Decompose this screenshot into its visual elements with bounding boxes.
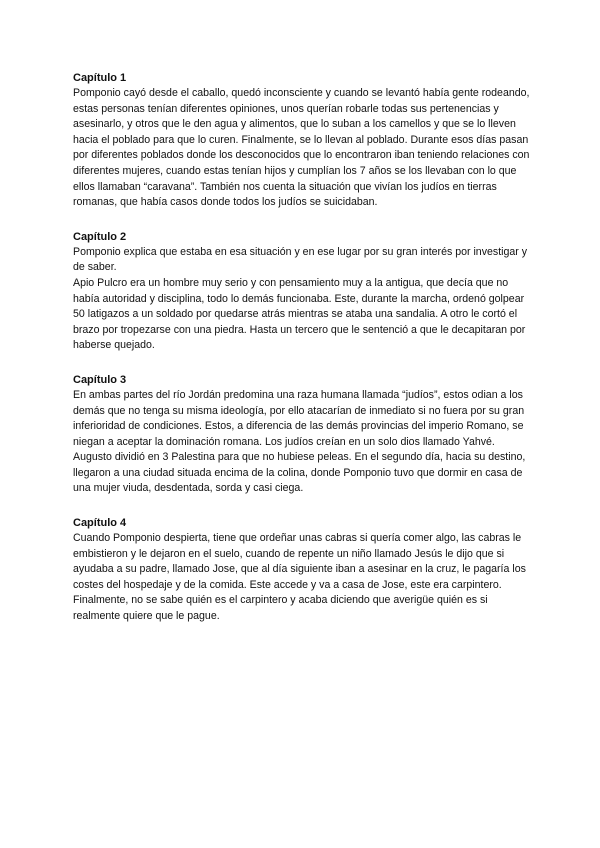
chapter-2 — [73, 229, 533, 354]
chapter-paragraph: Apio Pulcro era un hombre muy serio y con pensamiento muy a la antigua, que decía que no había autoridad y disciplina, todo lo demás funcionaba. Este, durante la marcha, ordenó golpear 50 latigazos a un soldado por quedarse atrás mientras se ataba una sandalia. A otro le cortó el brazo por tropezarse con una piedra. Hasta un tercero que le sentenció a que le decapitaran por haberse quejado. — [73, 276, 526, 352]
chapter-title: Capítulo 4 — [73, 517, 127, 530]
chapter-paragraph: Pomponio cayó desde el caballo, quedó inconsciente y cuando se levantó había gente rodeando, estas personas tenían diferentes opiniones, unos querían robarle todas sus pertenencias y asesinarlo, y otros que le den agua y alimentos, que lo suban a los camellos y que se lo lleven hacia el poblado para que lo curen. Finalmente, se lo llevan al poblado. Durante esos días pasan por diferentes poblados donde los desconocidos que lo encontraron iban teniendo relaciones con diferentes mujeres, cuando estas tenían hijos y cumplían los 7 años se los llevaban con lo que ellos llamaban “caravana”. También nos cuenta la situación que vivían los judíos en tierras romanas, que había casos donde todos los judíos se suicidaban. — [73, 87, 530, 209]
chapter-title: Capítulo 1 — [73, 72, 127, 84]
chapter-paragraph: Cuando Pomponio despierta, tiene que ordeñar unas cabras si quería comer algo, las cabras le embistieron y le dejaron en el suelo, cuando de repente un niño llamado Jesús le dijo que si ayudaba a su padre, llamado Jose, que al día siguiente iban a asesinar en la cruz, le pagaría los costes del hospedaje y de la comida. Este accede y va a casa de Jose, este era carpintero. Finalmente, no se sabe quién es el carpintero y acaba diciendo que averigüe quién es si realmente quiere que le pague. — [73, 532, 526, 623]
chapter-title: Capítulo 3 — [73, 373, 127, 386]
chapter-4 — [73, 515, 533, 625]
chapter-title: Capítulo 2 — [73, 230, 127, 243]
document-page — [73, 70, 533, 643]
chapter-paragraph: Pomponio explica que estaba en esa situación y en ese lugar por su gran interés por investigar y de saber. — [73, 245, 528, 274]
chapter-3 — [73, 372, 533, 497]
chapter-1 — [73, 70, 533, 211]
chapter-paragraph: En ambas partes del río Jordán predomina una raza humana llamada “judíos”, estos odian a los demás que no tenga su misma ideología, por ello atacarían de inmediato si no fuera por su gran inferioridad de condiciones. Estos, a diferencia de las demás provincias del imperio Romano, se niegan a aceptar la dominación romana. Los judíos creían en un solo dios llamado Yahvé. Augusto dividió en 3 Palestina para que no hubiese peleas. En el segundo día, hacia su destino, llegaron a una ciudad situada encima de la colina, donde Pomponio tuvo que dormir en casa de una mujer viuda, desdentada, sorda y casi ciega. — [73, 388, 526, 495]
